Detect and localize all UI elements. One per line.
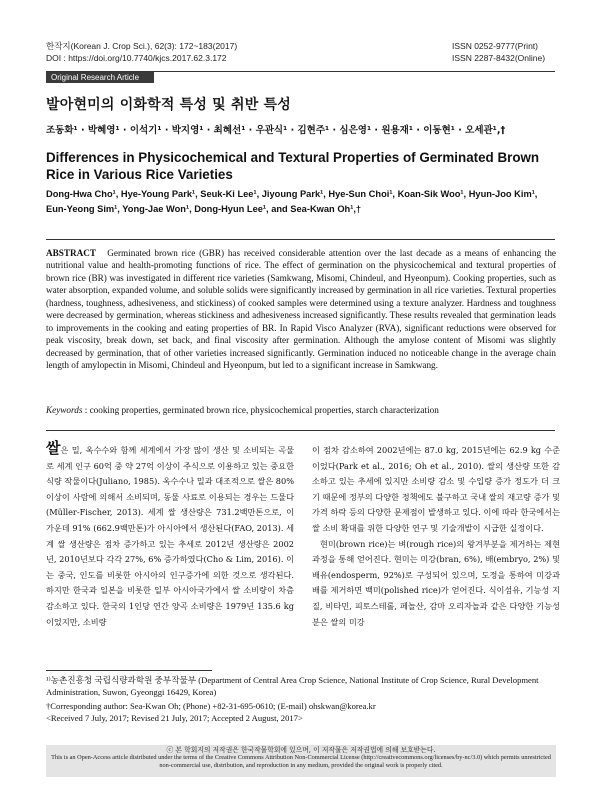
footnote-separator (46, 670, 212, 671)
body-right-paragraph-1: 이 점차 감소하여 2002년에는 87.0 kg, 2015년에는 62.9 kg 수준이었다(Park et al., 2016; Oh et al., 2010). 쌀의 생산량 또한 감소하고 있는 추세에 있지만 소비량 감소 및 수입량 증가 정도가 더 크기 때문에 정부의 다양한 정책에도 불구하고 국내 쌀의 재고량 증가 및 가격 하락 등의 다양한 문제점이 발생하고 있다. 이에 따라 한국에서는 쌀 소비 확대를 위한 다양한 연구 및 기술개발이 시급한 실정이다. (312, 445, 560, 533)
keywords (46, 404, 556, 416)
doi-line[interactable]: DOI : https://doi.org/10.7740/kjcs.2017.62.3.172 (46, 53, 227, 63)
drop-cap: 쌀 (46, 439, 61, 457)
body-left-text: 은 밀, 옥수수와 함께 세계에서 가장 많이 생산 및 소비되는 곡물로 세계 인구 60억 중 약 27억 이상이 주식으로 이용하고 있는 중요한 식량 작물이다(Juliano, 1985). 옥수수나 밀과 대조적으로 쌀은 80%이상이 사람에 의해서 소비되며, 동물 사료로 이용되는 경우는 드물다(Müller-Fischer, 2013). 세계 쌀 생산량은 731.2백만톤으로, 이 가운데 91% (662.9백만톤)가 아시아에서 생산된다(FAO, 2013). 세계 쌀 생산량은 점차 증가하고 있는 추세로 2012년 생산량은 2002년, 2010년보다 각각 27%, 6% 증가하였다(Cho & Lim, 2016). 이는 중국, 인도를 비롯한 아시아의 인구증가에 의한 것으로 생각된다. 하지만 한국과 일본을 비롯한 일부 아시아국가에서 쌀 소비량이 차츰 감소하고 있다. 한국의 1인당 연간 양곡 소비량은 1979년 135.6 kg이었지만, 소비량 (46, 445, 294, 627)
license-text: This is an Open-Access article distributed under the terms of the Creative Commons Attribution Non-Commercial License (http://creativecommons.org/licenses/by-nc/3.0) which permits unrestricted non-commercial use, distribution, and reproduction in any medium, provided the original work is properly cited. (51, 754, 551, 769)
copyright-line: ⓒ 본 학회지의 저작권은 한국작물학회에 있으며, 이 저작물은 저작권법에 의해 보호받는다. (166, 746, 436, 754)
english-title: Differences in Physicochemical and Textural Properties of Germinated Brown Rice in Various Rice Varieties (46, 150, 540, 182)
korean-authors: 조동화¹ · 박혜영¹ · 이석기¹ · 박지영¹ · 최혜선¹ · 우관식¹ · 김현주¹ · 심은영¹ · 원용재¹ · 이동현¹ · 오세관¹,† (46, 125, 506, 136)
abstract-top-rule (46, 239, 555, 240)
english-authors-line-1: Dong-Hwa Cho¹, Hye-Young Park¹, Seuk-Ki Lee¹, Jiyoung Park¹, Hye-Sun Choi¹, Koan-Sik Woo¹, Hyun-Joo Kim¹, (46, 189, 538, 199)
abstract (46, 247, 556, 372)
footnote-corresponding: †Corresponding author: Sea-Kwan Oh; (Phone) +82-31-695-0610; (E-mail) ohskwan@korea.kr (46, 701, 376, 711)
abstract-text: Germinated brown rice (GBR) has received considerable attention over the last decade as a means of enhancing the nutritional value and health-promoting functions of rice. The effect of germination on the physicochemical and textural properties of brown rice (BR) was investigated in different rice varieties (Samkwang, Misomi, Chindeul, and Hyeonpum). Cooking properties, such as water absorption, expanded volume, and soluble solids were significantly increased by germination in all rice varieties. Textural properties (hardness, toughness, adhesiveness, and stickiness) of cooked samples were determined using a texture analyzer. Hardness and toughness were decreased by germination, whereas stickiness and adhesiveness increased significantly. These results revealed that germination leads to improvements in the cooking and eating properties of BR. In Rapid Visco Analyzer (RVA), significant reductions were observed for peak viscosity, break down, set back, and final viscosity after germination. Although the amylose content of Misomi was slightly decreased by germination, that of other varieties increased significantly. Germination induced no noticeable change in the average chain length of amylopectin in Misomi, Chindeul and Hyeonpum, but led to a significant increase in Samkwang. (46, 248, 556, 371)
english-authors (46, 187, 556, 217)
issn-online: ISSN 2287-8432(Online) (452, 53, 546, 63)
issn-block (452, 40, 545, 64)
korean-title: 발아현미의 이화학적 특성 및 취반 특성 (46, 97, 291, 113)
footnote-affiliation: ¹⁾농촌진흥청 국립식량과학원 중부작물부 (Department of Central Area Crop Science, National Institute of Crop Science, Rural Development Administration, Suwon, Gyeonggi 16429, Korea) (46, 675, 539, 697)
abstract-label: ABSTRACT (46, 248, 97, 258)
footnote-received: <Received 7 July, 2017; Revised 21 July, 2017; Accepted 2 August, 2017> (46, 713, 303, 723)
body-column-right (312, 443, 560, 630)
journal-citation: 한작지(Korean J. Crop Sci.), 62(3): 172~183(2017) (46, 41, 238, 51)
body-column-left (46, 439, 294, 630)
issn-print: ISSN 0252-9777(Print) (452, 41, 538, 51)
keywords-label: Keywords (46, 405, 83, 415)
english-authors-line-2: Eun-Yeong Sim¹, Yong-Jae Won¹, Dong-Hyun Lee¹, and Sea-Kwan Oh¹,† (46, 204, 362, 214)
license-box (46, 745, 556, 777)
journal-header (46, 40, 237, 64)
keywords-text: : cooking properties, germinated brown rice, physicochemical properties, starch characterization (84, 405, 439, 415)
article-type-badge: Original Research Article (46, 72, 154, 83)
body-right-paragraph-2: 현미(brown rice)는 벼(rough rice)의 왕겨부분을 제거하는 제현과정을 통해 얻어진다. 현미는 미강(bran, 6%), 배(embryo, 2%) 및 배유(endosperm, 92%)로 구성되어 있으며, 도정을 통하여 미강과 배를 제거하면 백미(polished rice)가 얻어진다. 식이섬유, 기능성 지질, 비타민, 피토스테롤, 페놀산, 감마 오리자놀과 같은 다양한 기능성분은 쌀의 미강 (312, 538, 560, 627)
abstract-bottom-rule (46, 430, 555, 431)
